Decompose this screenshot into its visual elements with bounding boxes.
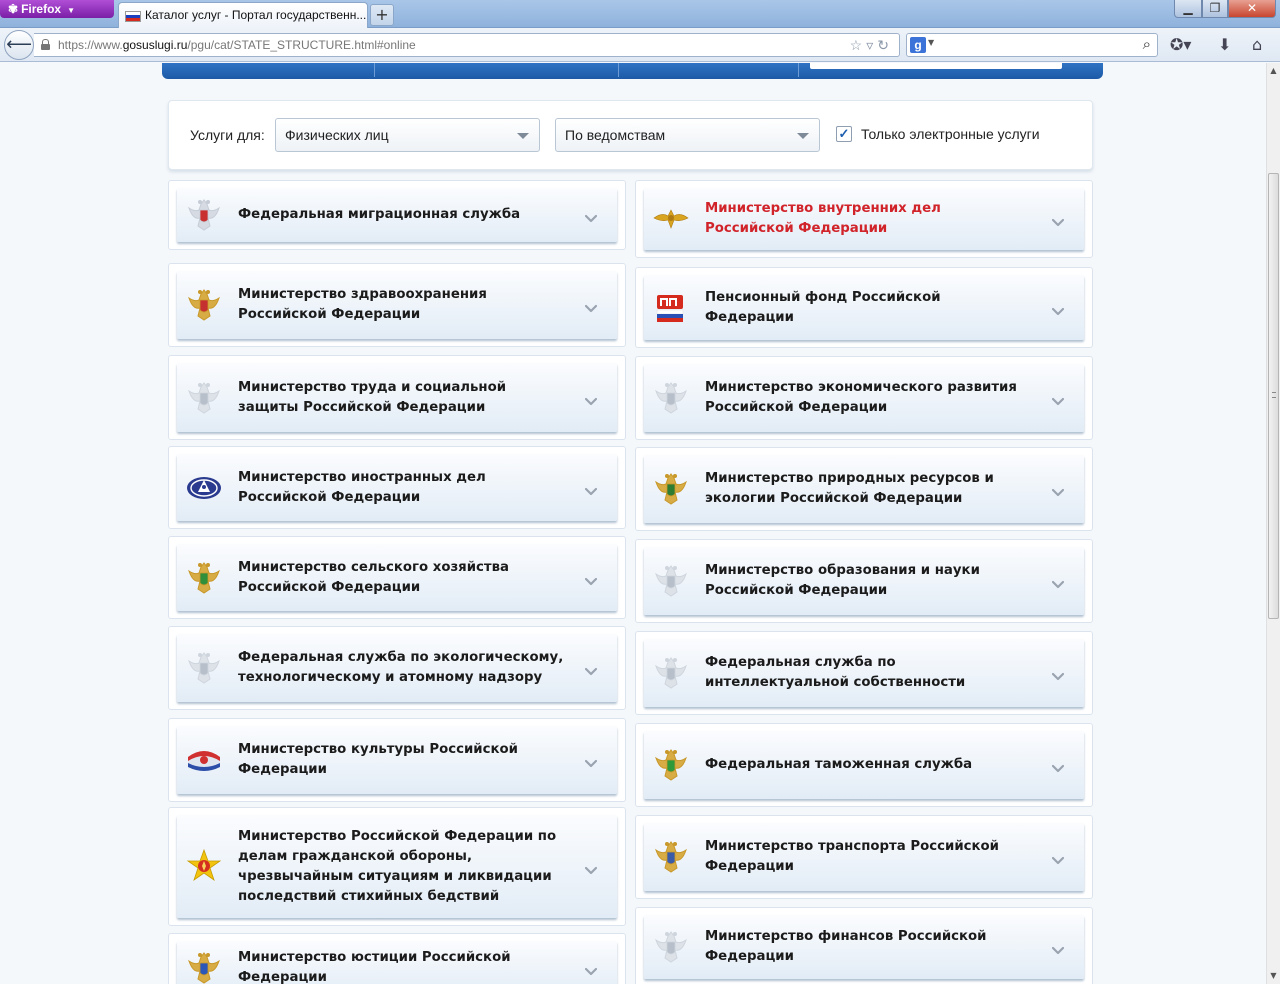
arrow-left-icon: ⟵ [6, 34, 32, 55]
department-name[interactable]: Министерство транспорта Российской Федерации [705, 839, 999, 874]
department-card-body[interactable] [177, 271, 617, 339]
minimize-button[interactable] [1174, 0, 1202, 18]
back-button[interactable] [4, 30, 34, 60]
chevron-down-icon[interactable] [585, 299, 597, 311]
department-card-body[interactable] [644, 188, 1084, 250]
chevron-down-icon[interactable] [1052, 213, 1064, 225]
firefox-mask-icon: ✾ [8, 2, 19, 16]
department-name[interactable]: Федеральная миграционная служба [238, 207, 521, 222]
services-for-label: Услуги для: [190, 127, 265, 143]
russian-flag-icon [125, 11, 141, 22]
department-card-body[interactable] [177, 941, 617, 984]
url-domain: gosuslugi.ru [122, 38, 188, 52]
site-search-field[interactable] [810, 63, 1062, 69]
only-electronic-checkbox[interactable]: ✓ [836, 126, 852, 142]
department-card[interactable] [635, 723, 1093, 807]
url-prefix: https://www. [58, 38, 123, 52]
department-card[interactable] [168, 263, 626, 347]
firefox-menu-label: Firefox [21, 2, 62, 16]
department-card-body[interactable] [177, 544, 617, 611]
department-card[interactable] [635, 539, 1093, 623]
department-name[interactable]: Пенсионный фонд Российской Федерации [705, 289, 941, 325]
department-name[interactable]: Федеральная служба по интеллектуальной собственности [705, 655, 966, 690]
department-card[interactable] [168, 180, 626, 250]
eagle-emblem-icon [185, 196, 223, 234]
chevron-down-icon: ▼ [67, 6, 75, 15]
vertical-scrollbar[interactable] [1266, 63, 1280, 984]
department-card[interactable] [635, 447, 1093, 531]
department-card[interactable] [168, 626, 626, 710]
chevron-down-icon[interactable] [1052, 575, 1064, 587]
grey-eagle-emblem-icon [185, 649, 223, 687]
department-card-body[interactable] [177, 454, 617, 521]
chevron-down-icon[interactable] [1052, 483, 1064, 495]
department-name[interactable]: Министерство образования и науки Российской Федерации [705, 563, 980, 598]
lock-icon [41, 39, 50, 50]
department-card-body[interactable] [644, 915, 1084, 979]
close-icon: ✕ [1246, 1, 1258, 15]
department-card[interactable] [168, 446, 626, 529]
department-card[interactable] [168, 718, 626, 802]
department-card[interactable] [635, 267, 1093, 348]
search-icon[interactable]: ⌕ [1142, 35, 1151, 53]
department-name[interactable]: Министерство финансов Российской Федерации [705, 929, 987, 964]
minimize-icon: ▁ [1183, 1, 1193, 15]
department-name[interactable]: Министерство труда и социальной защиты Российской Федерации [238, 379, 507, 415]
history-dropdown-icon[interactable]: ▿ [866, 37, 878, 53]
maximize-button[interactable] [1202, 0, 1228, 18]
customs-emblem-icon [652, 746, 690, 784]
chevron-down-icon[interactable] [1052, 667, 1064, 679]
chevron-down-icon[interactable] [1052, 392, 1064, 404]
chevron-down-icon[interactable] [585, 209, 597, 221]
grey-eagle-emblem-icon [652, 928, 690, 966]
department-name[interactable]: Министерство природных ресурсов и экологии Российской Федерации [705, 471, 994, 506]
tab-catalog[interactable] [118, 2, 368, 28]
department-card-body[interactable] [644, 364, 1084, 432]
url-bar[interactable] [34, 33, 900, 57]
scrollbar-thumb[interactable] [1268, 173, 1279, 619]
close-window-button[interactable] [1228, 0, 1276, 18]
department-card[interactable] [635, 907, 1093, 984]
department-name[interactable]: Министерство экономического развития Российской Федерации [705, 380, 1017, 415]
home-icon[interactable]: ⌂ [1252, 35, 1263, 54]
grey-eagle-emblem-icon [652, 562, 690, 600]
pension-fund-logo-icon [652, 289, 690, 327]
scroll-up-arrow-icon[interactable]: ▲ [1270, 66, 1277, 75]
department-card-body[interactable] [644, 547, 1084, 615]
department-name[interactable]: Министерство внутренних дел Российской Федерации [705, 201, 941, 236]
chevron-down-icon[interactable] [585, 572, 597, 584]
grouping-value: По ведомствам [565, 127, 666, 143]
department-name[interactable]: Министерство здравоохранения Российской Федерации [238, 287, 487, 322]
grouping-select[interactable] [555, 118, 820, 152]
department-name[interactable]: Министерство Российской Федерации по делам гражданской обороны, чрезвычайным ситуациям и ликвидации последствий стихийных бедствий [238, 828, 557, 904]
emergency-emblem-icon [185, 848, 223, 886]
justice-emblem-icon [185, 949, 223, 984]
star-icon[interactable]: ☆ [849, 37, 867, 53]
chevron-down-icon[interactable] [585, 754, 597, 766]
culture-emblem-icon [185, 741, 223, 779]
search-input[interactable] [906, 33, 1158, 57]
department-card[interactable] [635, 815, 1093, 899]
chevron-down-icon [517, 133, 529, 139]
foreign-affairs-emblem-icon [185, 469, 223, 507]
site-header-strip [162, 63, 1103, 79]
chevron-down-icon[interactable] [585, 962, 597, 974]
department-card-body[interactable] [177, 363, 617, 432]
firefox-menu-button[interactable] [0, 0, 114, 18]
department-card-body[interactable] [177, 726, 617, 794]
department-card-body[interactable] [177, 188, 617, 242]
department-card[interactable] [168, 355, 626, 440]
recipient-type-select[interactable] [275, 118, 540, 152]
new-tab-button[interactable]: + [370, 4, 394, 26]
department-card-body[interactable] [644, 823, 1084, 891]
department-card[interactable] [168, 807, 626, 926]
page-viewport [0, 63, 1266, 984]
restore-icon: ❐ [1209, 1, 1221, 15]
department-card-body[interactable] [177, 634, 617, 702]
department-card-body[interactable] [644, 731, 1084, 799]
department-card-body[interactable] [644, 275, 1084, 340]
department-name[interactable]: Министерство юстиции Российской Федерации [238, 950, 511, 984]
department-card[interactable] [168, 933, 626, 984]
grey-eagle-emblem-icon [185, 379, 223, 417]
chevron-down-icon[interactable] [1052, 302, 1064, 314]
chevron-down-icon[interactable] [585, 861, 597, 873]
department-name[interactable]: Федеральная таможенная служба [705, 757, 973, 772]
navigation-toolbar [0, 28, 1280, 62]
department-card-body[interactable] [644, 639, 1084, 707]
department-name[interactable]: Министерство сельского хозяйства Российской Федерации [238, 559, 510, 595]
filter-panel [168, 100, 1093, 170]
chevron-down-icon[interactable] [1052, 759, 1064, 771]
window-title-bar [0, 0, 1280, 28]
chevron-down-icon[interactable] [585, 392, 597, 404]
agriculture-emblem-icon [185, 559, 223, 597]
only-electronic-label: Только электронные услуги [861, 126, 1040, 142]
health-emblem-icon [185, 286, 223, 324]
grey-eagle-emblem-icon [652, 654, 690, 692]
reload-icon[interactable]: ↻ [877, 37, 893, 53]
department-name[interactable]: Федеральная служба по экологическому, технологическому и атомному надзору [238, 650, 564, 685]
download-icon[interactable]: ⬇ [1218, 35, 1232, 54]
transport-emblem-icon [652, 838, 690, 876]
department-name[interactable]: Министерство иностранных дел Российской Федерации [238, 469, 486, 505]
bookmarks-icon[interactable]: ✪▾ [1170, 35, 1192, 54]
department-card[interactable] [635, 631, 1093, 715]
scroll-down-arrow-icon[interactable]: ▼ [1270, 971, 1277, 980]
url-path: /pgu/cat/STATE_STRUCTURE.html#online [187, 38, 416, 52]
department-card-body[interactable] [644, 455, 1084, 523]
department-name[interactable]: Министерство культуры Российской Федерации [238, 742, 518, 777]
grey-eagle-emblem-icon [652, 379, 690, 417]
chevron-down-icon[interactable] [585, 662, 597, 674]
natural-resources-emblem-icon [652, 470, 690, 508]
google-icon[interactable]: g [910, 37, 926, 53]
department-card[interactable] [635, 180, 1093, 258]
gold-eagle-emblem-icon [652, 200, 690, 238]
department-card[interactable] [635, 356, 1093, 440]
recipient-type-value: Физических лиц [285, 127, 389, 143]
chevron-down-icon[interactable] [585, 482, 597, 494]
chevron-down-icon[interactable] [1052, 941, 1064, 953]
search-engine-dropdown-icon[interactable]: ▼ [928, 38, 935, 47]
department-card-body[interactable] [177, 815, 617, 918]
chevron-down-icon [797, 133, 809, 139]
tab-title: Каталог услуг - Портал государственн... [145, 8, 367, 22]
chevron-down-icon[interactable] [1052, 851, 1064, 863]
department-card[interactable] [168, 536, 626, 619]
